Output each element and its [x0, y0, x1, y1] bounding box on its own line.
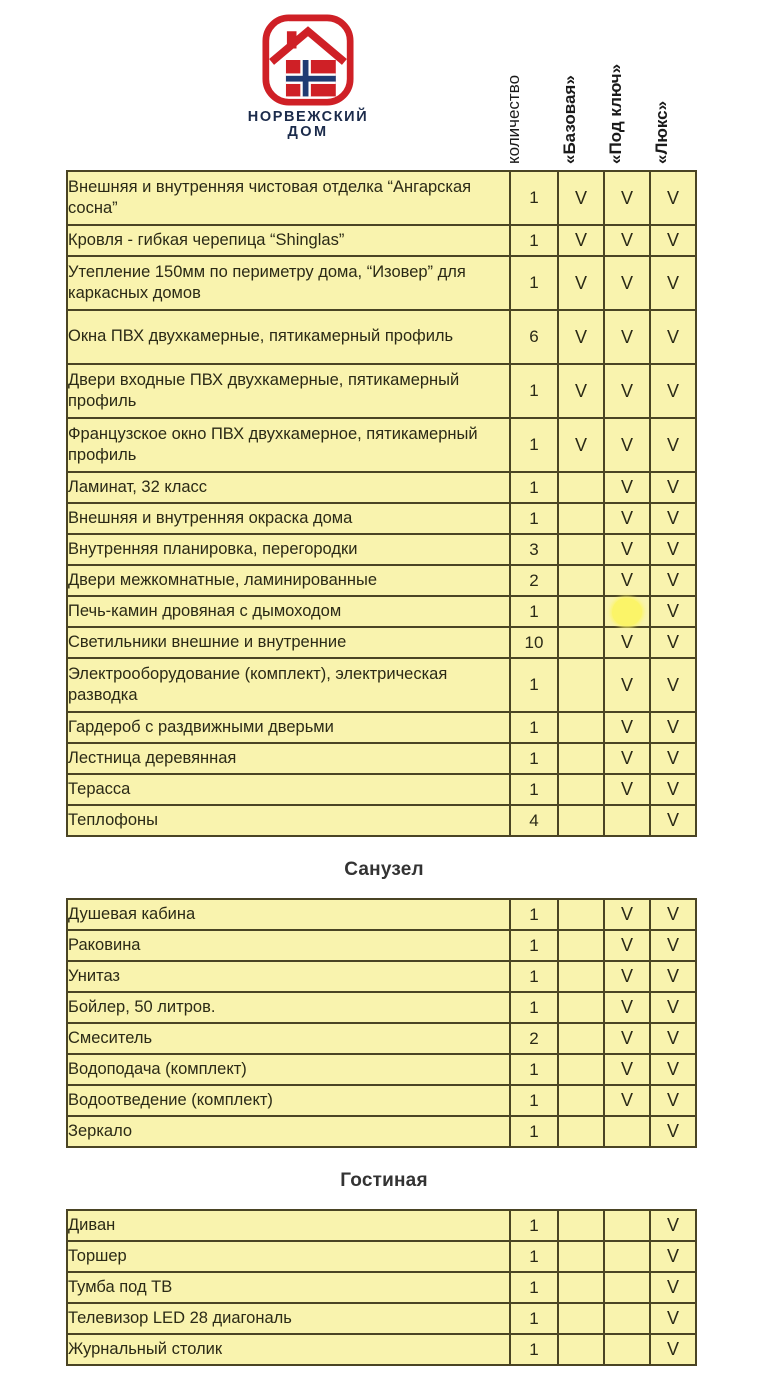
package-turnkey-cell — [604, 418, 650, 472]
checkmark-icon: V — [666, 272, 679, 293]
package-lux-cell — [650, 310, 696, 364]
package-base-cell — [558, 596, 604, 627]
checkmark-icon: V — [666, 1215, 679, 1235]
item-name-cell: Торшер — [67, 1241, 510, 1272]
item-quantity-cell: 2 — [510, 565, 558, 596]
package-turnkey-cell — [604, 503, 650, 534]
package-lux-cell — [650, 596, 696, 627]
package-base-cell — [558, 1303, 604, 1334]
column-header-quantity: количество — [504, 74, 523, 164]
table-row — [67, 1085, 696, 1116]
checkmark-icon: V — [620, 326, 633, 347]
package-lux-cell — [650, 627, 696, 658]
package-lux-cell — [650, 658, 696, 712]
package-turnkey-cell — [604, 364, 650, 418]
checkmark-icon: V — [620, 935, 633, 955]
package-base-cell — [558, 1054, 604, 1085]
package-turnkey-cell — [604, 805, 650, 836]
item-quantity-cell: 1 — [510, 1272, 558, 1303]
house-norwegian-flag-logo-icon — [260, 14, 356, 106]
checkmark-icon: V — [574, 434, 587, 455]
checkmark-icon: V — [666, 477, 679, 497]
package-turnkey-cell — [604, 1023, 650, 1054]
package-lux-cell — [650, 712, 696, 743]
item-quantity-cell: 1 — [510, 225, 558, 256]
package-base-cell — [558, 899, 604, 930]
table-row — [67, 1241, 696, 1272]
package-base-cell — [558, 1210, 604, 1241]
package-base-cell — [558, 1272, 604, 1303]
checkmark-icon: V — [666, 632, 679, 652]
package-turnkey-cell — [604, 1334, 650, 1365]
package-base-cell — [558, 774, 604, 805]
column-header-base: «Базовая» — [560, 75, 579, 164]
checkmark-icon: V — [620, 187, 633, 208]
table-row — [67, 565, 696, 596]
package-base-cell — [558, 225, 604, 256]
table-row — [67, 899, 696, 930]
brand-line-2: ДОМ — [287, 124, 329, 141]
item-quantity-cell: 1 — [510, 1054, 558, 1085]
checkmark-icon: V — [620, 1090, 633, 1110]
item-quantity-cell: 1 — [510, 1116, 558, 1147]
package-lux-cell — [650, 1054, 696, 1085]
item-name-cell: Светильники внешние и внутренние — [67, 627, 510, 658]
item-name-cell: Внутренняя планировка, перегородки — [67, 534, 510, 565]
item-name-cell: Раковина — [67, 930, 510, 961]
package-lux-cell — [650, 1334, 696, 1365]
checkmark-icon: V — [620, 674, 633, 695]
item-name-cell: Двери входные ПВХ двухкамерные, пятикамерный профиль — [67, 364, 510, 418]
table-row — [67, 418, 696, 472]
checkmark-icon: V — [666, 674, 679, 695]
package-turnkey-cell — [604, 992, 650, 1023]
section-title: Санузел — [344, 859, 424, 880]
checkmark-icon: V — [620, 966, 633, 986]
package-turnkey-cell — [604, 1116, 650, 1147]
package-base-cell — [558, 805, 604, 836]
item-name-cell: Смеситель — [67, 1023, 510, 1054]
checkmark-icon: V — [666, 1059, 679, 1079]
item-quantity-cell: 3 — [510, 534, 558, 565]
package-base-cell — [558, 171, 604, 225]
checkmark-icon: V — [666, 748, 679, 768]
column-header-turnkey: «Под ключ» — [606, 63, 625, 164]
table-row — [67, 712, 696, 743]
checkmark-icon: V — [574, 230, 587, 250]
package-lux-cell — [650, 743, 696, 774]
page-header — [0, 0, 768, 170]
package-base-cell — [558, 627, 604, 658]
checkmark-icon: V — [620, 748, 633, 768]
package-turnkey-cell — [604, 171, 650, 225]
package-lux-cell — [650, 805, 696, 836]
item-name-cell: Тумба под ТВ — [67, 1272, 510, 1303]
package-lux-cell — [650, 1272, 696, 1303]
item-quantity-cell: 1 — [510, 712, 558, 743]
item-name-cell: Журнальный столик — [67, 1334, 510, 1365]
item-name-cell: Диван — [67, 1210, 510, 1241]
checkmark-icon: V — [666, 810, 679, 830]
checkmark-icon: V — [666, 904, 679, 924]
checkmark-icon: V — [620, 717, 633, 737]
checkmark-icon: V — [666, 1090, 679, 1110]
package-base-cell — [558, 472, 604, 503]
checkmark-icon: V — [666, 601, 679, 621]
section-title: Гостиная — [340, 1170, 428, 1191]
package-base-cell — [558, 658, 604, 712]
package-lux-cell — [650, 1116, 696, 1147]
package-turnkey-cell — [604, 1241, 650, 1272]
checkmark-icon: V — [666, 508, 679, 528]
package-turnkey-cell — [604, 256, 650, 310]
package-turnkey-cell — [604, 743, 650, 774]
table-row — [67, 658, 696, 712]
checkmark-icon: V — [666, 1339, 679, 1359]
package-turnkey-cell — [604, 1303, 650, 1334]
spec-table-wrapper — [0, 898, 768, 1148]
package-lux-cell — [650, 1023, 696, 1054]
checkmark-icon: V — [666, 966, 679, 986]
checkmark-icon: V — [666, 1277, 679, 1297]
item-quantity-cell: 1 — [510, 930, 558, 961]
checkmark-icon: V — [666, 779, 679, 799]
package-lux-cell — [650, 503, 696, 534]
checkmark-icon: V — [620, 1059, 633, 1079]
checkmark-icon: V — [666, 434, 679, 455]
package-turnkey-cell — [604, 1054, 650, 1085]
item-quantity-cell: 1 — [510, 256, 558, 310]
checkmark-icon: V — [620, 997, 633, 1017]
package-base-cell — [558, 930, 604, 961]
package-turnkey-cell — [604, 596, 650, 627]
checkmark-icon: V — [666, 570, 679, 590]
package-lux-cell — [650, 1241, 696, 1272]
checkmark-icon: V — [620, 539, 633, 559]
package-turnkey-cell — [604, 534, 650, 565]
item-name-cell: Двери межкомнатные, ламинированные — [67, 565, 510, 596]
table-row — [67, 1210, 696, 1241]
package-lux-cell — [650, 171, 696, 225]
package-turnkey-cell — [604, 565, 650, 596]
item-quantity-cell: 1 — [510, 743, 558, 774]
item-quantity-cell: 1 — [510, 1303, 558, 1334]
item-name-cell: Окна ПВХ двухкамерные, пятикамерный профиль — [67, 310, 510, 364]
table-row — [67, 310, 696, 364]
package-turnkey-cell — [604, 899, 650, 930]
brand-wordmark — [248, 110, 368, 140]
checkmark-icon: V — [666, 326, 679, 347]
item-name-cell: Кровля - гибкая черепица “Shinglas” — [67, 225, 510, 256]
checkmark-icon: V — [620, 434, 633, 455]
package-base-cell — [558, 961, 604, 992]
checkmark-icon: V — [620, 230, 633, 250]
highlight-blob — [612, 598, 642, 626]
item-quantity-cell: 1 — [510, 1241, 558, 1272]
spec-sections — [0, 170, 768, 1366]
item-quantity-cell: 1 — [510, 364, 558, 418]
package-base-cell — [558, 1241, 604, 1272]
checkmark-icon: V — [620, 477, 633, 497]
checkmark-icon: V — [620, 1028, 633, 1048]
item-name-cell: Телевизор LED 28 диагональ — [67, 1303, 510, 1334]
checkmark-icon: V — [666, 1028, 679, 1048]
checkmark-icon: V — [666, 717, 679, 737]
item-quantity-cell: 6 — [510, 310, 558, 364]
table-row — [67, 534, 696, 565]
package-lux-cell — [650, 565, 696, 596]
checkmark-icon: V — [620, 272, 633, 293]
brand-logo — [228, 14, 388, 162]
package-turnkey-cell — [604, 930, 650, 961]
spec-table — [66, 1209, 697, 1366]
table-row — [67, 1303, 696, 1334]
checkmark-icon: V — [620, 632, 633, 652]
table-row — [67, 503, 696, 534]
item-quantity-cell: 1 — [510, 596, 558, 627]
item-name-cell: Терасса — [67, 774, 510, 805]
checkmark-icon: V — [666, 230, 679, 250]
item-quantity-cell: 1 — [510, 774, 558, 805]
table-row — [67, 743, 696, 774]
table-row — [67, 961, 696, 992]
package-base-cell — [558, 418, 604, 472]
table-row — [67, 225, 696, 256]
item-name-cell: Бойлер, 50 литров. — [67, 992, 510, 1023]
item-name-cell: Лестница деревянная — [67, 743, 510, 774]
item-name-cell: Внешняя и внутренняя чистовая отделка “Ангарская сосна” — [67, 171, 510, 225]
package-base-cell — [558, 256, 604, 310]
table-row — [67, 1334, 696, 1365]
item-quantity-cell: 1 — [510, 899, 558, 930]
item-quantity-cell: 1 — [510, 658, 558, 712]
package-lux-cell — [650, 774, 696, 805]
item-quantity-cell: 1 — [510, 1085, 558, 1116]
item-name-cell: Утепление 150мм по периметру дома, “Изовер” для каркасных домов — [67, 256, 510, 310]
table-row — [67, 992, 696, 1023]
item-name-cell: Водоотведение (комплект) — [67, 1085, 510, 1116]
checkmark-icon: V — [666, 1246, 679, 1266]
item-name-cell: Теплофоны — [67, 805, 510, 836]
table-row — [67, 1272, 696, 1303]
item-quantity-cell: 1 — [510, 503, 558, 534]
package-base-cell — [558, 992, 604, 1023]
checkmark-icon: V — [666, 1308, 679, 1328]
package-turnkey-cell — [604, 310, 650, 364]
table-row — [67, 1023, 696, 1054]
package-lux-cell — [650, 961, 696, 992]
package-turnkey-cell — [604, 961, 650, 992]
item-name-cell: Гардероб с раздвижными дверьми — [67, 712, 510, 743]
package-lux-cell — [650, 472, 696, 503]
item-name-cell: Зеркало — [67, 1116, 510, 1147]
item-name-cell: Душевая кабина — [67, 899, 510, 930]
package-base-cell — [558, 1023, 604, 1054]
package-turnkey-cell — [604, 627, 650, 658]
item-quantity-cell: 1 — [510, 1210, 558, 1241]
checkmark-icon: V — [666, 1121, 679, 1141]
package-base-cell — [558, 743, 604, 774]
checkmark-icon: V — [666, 935, 679, 955]
package-lux-cell — [650, 534, 696, 565]
item-quantity-cell: 1 — [510, 992, 558, 1023]
package-base-cell — [558, 534, 604, 565]
item-quantity-cell: 1 — [510, 418, 558, 472]
package-lux-cell — [650, 992, 696, 1023]
table-row — [67, 627, 696, 658]
table-row — [67, 805, 696, 836]
item-quantity-cell: 1 — [510, 1334, 558, 1365]
package-lux-cell — [650, 899, 696, 930]
item-name-cell: Внешняя и внутренняя окраска дома — [67, 503, 510, 534]
checkmark-icon: V — [620, 508, 633, 528]
package-base-cell — [558, 364, 604, 418]
package-turnkey-cell — [604, 472, 650, 503]
table-row — [67, 1054, 696, 1085]
item-name-cell: Унитаз — [67, 961, 510, 992]
package-base-cell — [558, 712, 604, 743]
item-name-cell: Электрооборудование (комплект), электрическая разводка — [67, 658, 510, 712]
item-name-cell: Ламинат, 32 класс — [67, 472, 510, 503]
table-row — [67, 364, 696, 418]
package-base-cell — [558, 1334, 604, 1365]
checkmark-icon: V — [666, 380, 679, 401]
package-lux-cell — [650, 225, 696, 256]
package-base-cell — [558, 1116, 604, 1147]
package-turnkey-cell — [604, 1210, 650, 1241]
table-row — [67, 256, 696, 310]
table-row — [67, 1116, 696, 1147]
package-lux-cell — [650, 1210, 696, 1241]
checkmark-icon: V — [620, 380, 633, 401]
brand-line-1: НОРВЕЖСКИЙ — [247, 109, 369, 125]
package-lux-cell — [650, 256, 696, 310]
checkmark-icon: V — [574, 272, 587, 293]
package-base-cell — [558, 503, 604, 534]
checkmark-icon: V — [574, 326, 587, 347]
package-turnkey-cell — [604, 712, 650, 743]
package-turnkey-cell — [604, 225, 650, 256]
item-quantity-cell: 10 — [510, 627, 558, 658]
table-row — [67, 774, 696, 805]
checkmark-icon: V — [620, 904, 633, 924]
package-base-cell — [558, 565, 604, 596]
table-row — [67, 171, 696, 225]
package-turnkey-cell — [604, 1085, 650, 1116]
spec-table-wrapper — [0, 1209, 768, 1366]
package-lux-cell — [650, 1303, 696, 1334]
item-quantity-cell: 1 — [510, 472, 558, 503]
package-lux-cell — [650, 930, 696, 961]
checkmark-icon: V — [574, 187, 587, 208]
item-name-cell: Печь-камин дровяная с дымоходом — [67, 596, 510, 627]
spec-table — [66, 170, 697, 837]
item-quantity-cell: 2 — [510, 1023, 558, 1054]
item-name-cell: Французское окно ПВХ двухкамерное, пятикамерный профиль — [67, 418, 510, 472]
package-turnkey-cell — [604, 658, 650, 712]
checkmark-icon: V — [574, 380, 587, 401]
package-turnkey-cell — [604, 774, 650, 805]
checkmark-icon: V — [620, 779, 633, 799]
table-row — [67, 596, 696, 627]
checkmark-icon: V — [666, 187, 679, 208]
package-turnkey-cell — [604, 1272, 650, 1303]
package-lux-cell — [650, 364, 696, 418]
item-name-cell: Водоподача (комплект) — [67, 1054, 510, 1085]
package-base-cell — [558, 1085, 604, 1116]
spec-table-wrapper — [0, 170, 768, 837]
spec-table — [66, 898, 697, 1148]
checkmark-icon: V — [666, 997, 679, 1017]
package-lux-cell — [650, 1085, 696, 1116]
package-base-cell — [558, 310, 604, 364]
item-quantity-cell: 4 — [510, 805, 558, 836]
checkmark-icon: V — [666, 539, 679, 559]
item-quantity-cell: 1 — [510, 171, 558, 225]
table-row — [67, 472, 696, 503]
item-quantity-cell: 1 — [510, 961, 558, 992]
table-row — [67, 930, 696, 961]
package-lux-cell — [650, 418, 696, 472]
checkmark-icon: V — [620, 570, 633, 590]
column-header-lux: «Люкс» — [652, 100, 671, 164]
